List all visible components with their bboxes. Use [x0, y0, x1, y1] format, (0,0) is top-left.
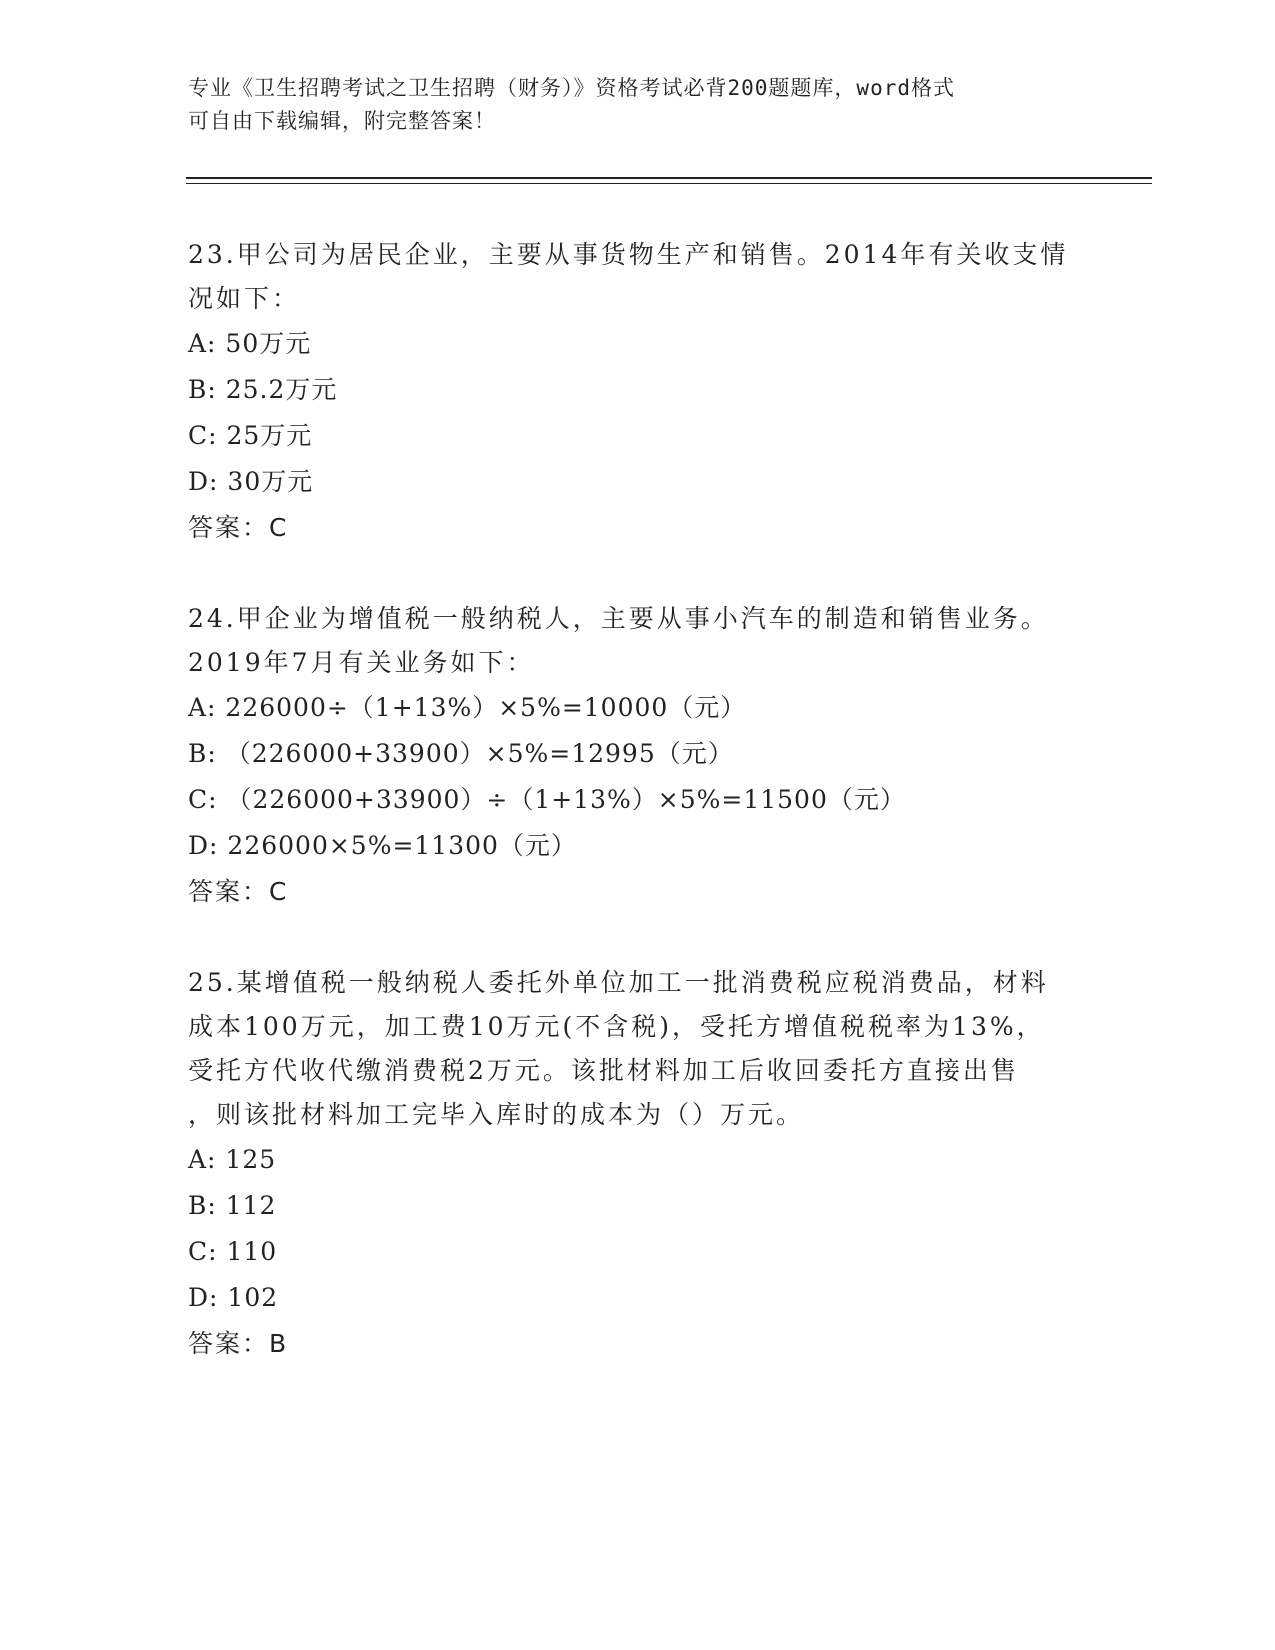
option-b: B: 112 [188, 1191, 277, 1220]
header-divider-thick [186, 177, 1152, 179]
option-b: B: （226000+33900）×5%=12995（元） [188, 739, 734, 768]
header-line-1: 专业《卫生招聘考试之卫生招聘（财务）》资格考试必背200题题库，word格式 [188, 76, 955, 100]
option-d: D: 30万元 [188, 467, 314, 496]
question-line: ，则该批材料加工完毕入库时的成本为（）万元。 [188, 1100, 805, 1129]
header-line-2: 可自由下载编辑，附完整答案！ [188, 109, 496, 133]
question-line: 2019年7月有关业务如下： [188, 648, 535, 677]
answer-label: 答案：C [188, 513, 289, 542]
question-line: 况如下： [188, 284, 301, 313]
answer-label: 答案：B [188, 1329, 289, 1358]
document-header [188, 72, 1088, 138]
question-line: 成本100万元，加工费10万元(不含税)，受托方增值税税率为13%， [188, 1012, 1045, 1041]
question-line: 23.甲公司为居民企业，主要从事货物生产和销售。2014年有关收支情 [188, 240, 1069, 269]
option-a: A: 50万元 [188, 329, 312, 358]
answer-label: 答案：C [188, 877, 289, 906]
option-d: D: 102 [188, 1283, 279, 1312]
option-c: C: 110 [188, 1237, 278, 1266]
header-divider-thin [186, 183, 1152, 184]
option-c: C: （226000+33900）÷（1+13%）×5%=11500（元） [188, 785, 906, 814]
question-24 [188, 597, 1088, 915]
question-line: 24.甲企业为增值税一般纳税人，主要从事小汽车的制造和销售业务。 [188, 604, 1049, 633]
option-a: A: 226000÷（1+13%）×5%=10000（元） [188, 693, 747, 722]
option-d: D: 226000×5%=11300（元） [188, 831, 577, 860]
option-c: C: 25万元 [188, 421, 313, 450]
question-line: 受托方代收代缴消费税2万元。该批材料加工后收回委托方直接出售 [188, 1056, 1019, 1085]
option-a: A: 125 [188, 1145, 277, 1174]
question-line: 25.某增值税一般纳税人委托外单位加工一批消费税应税消费品，材料 [188, 968, 1049, 997]
question-23 [188, 233, 1088, 551]
question-25 [188, 961, 1088, 1367]
option-b: B: 25.2万元 [188, 375, 338, 404]
